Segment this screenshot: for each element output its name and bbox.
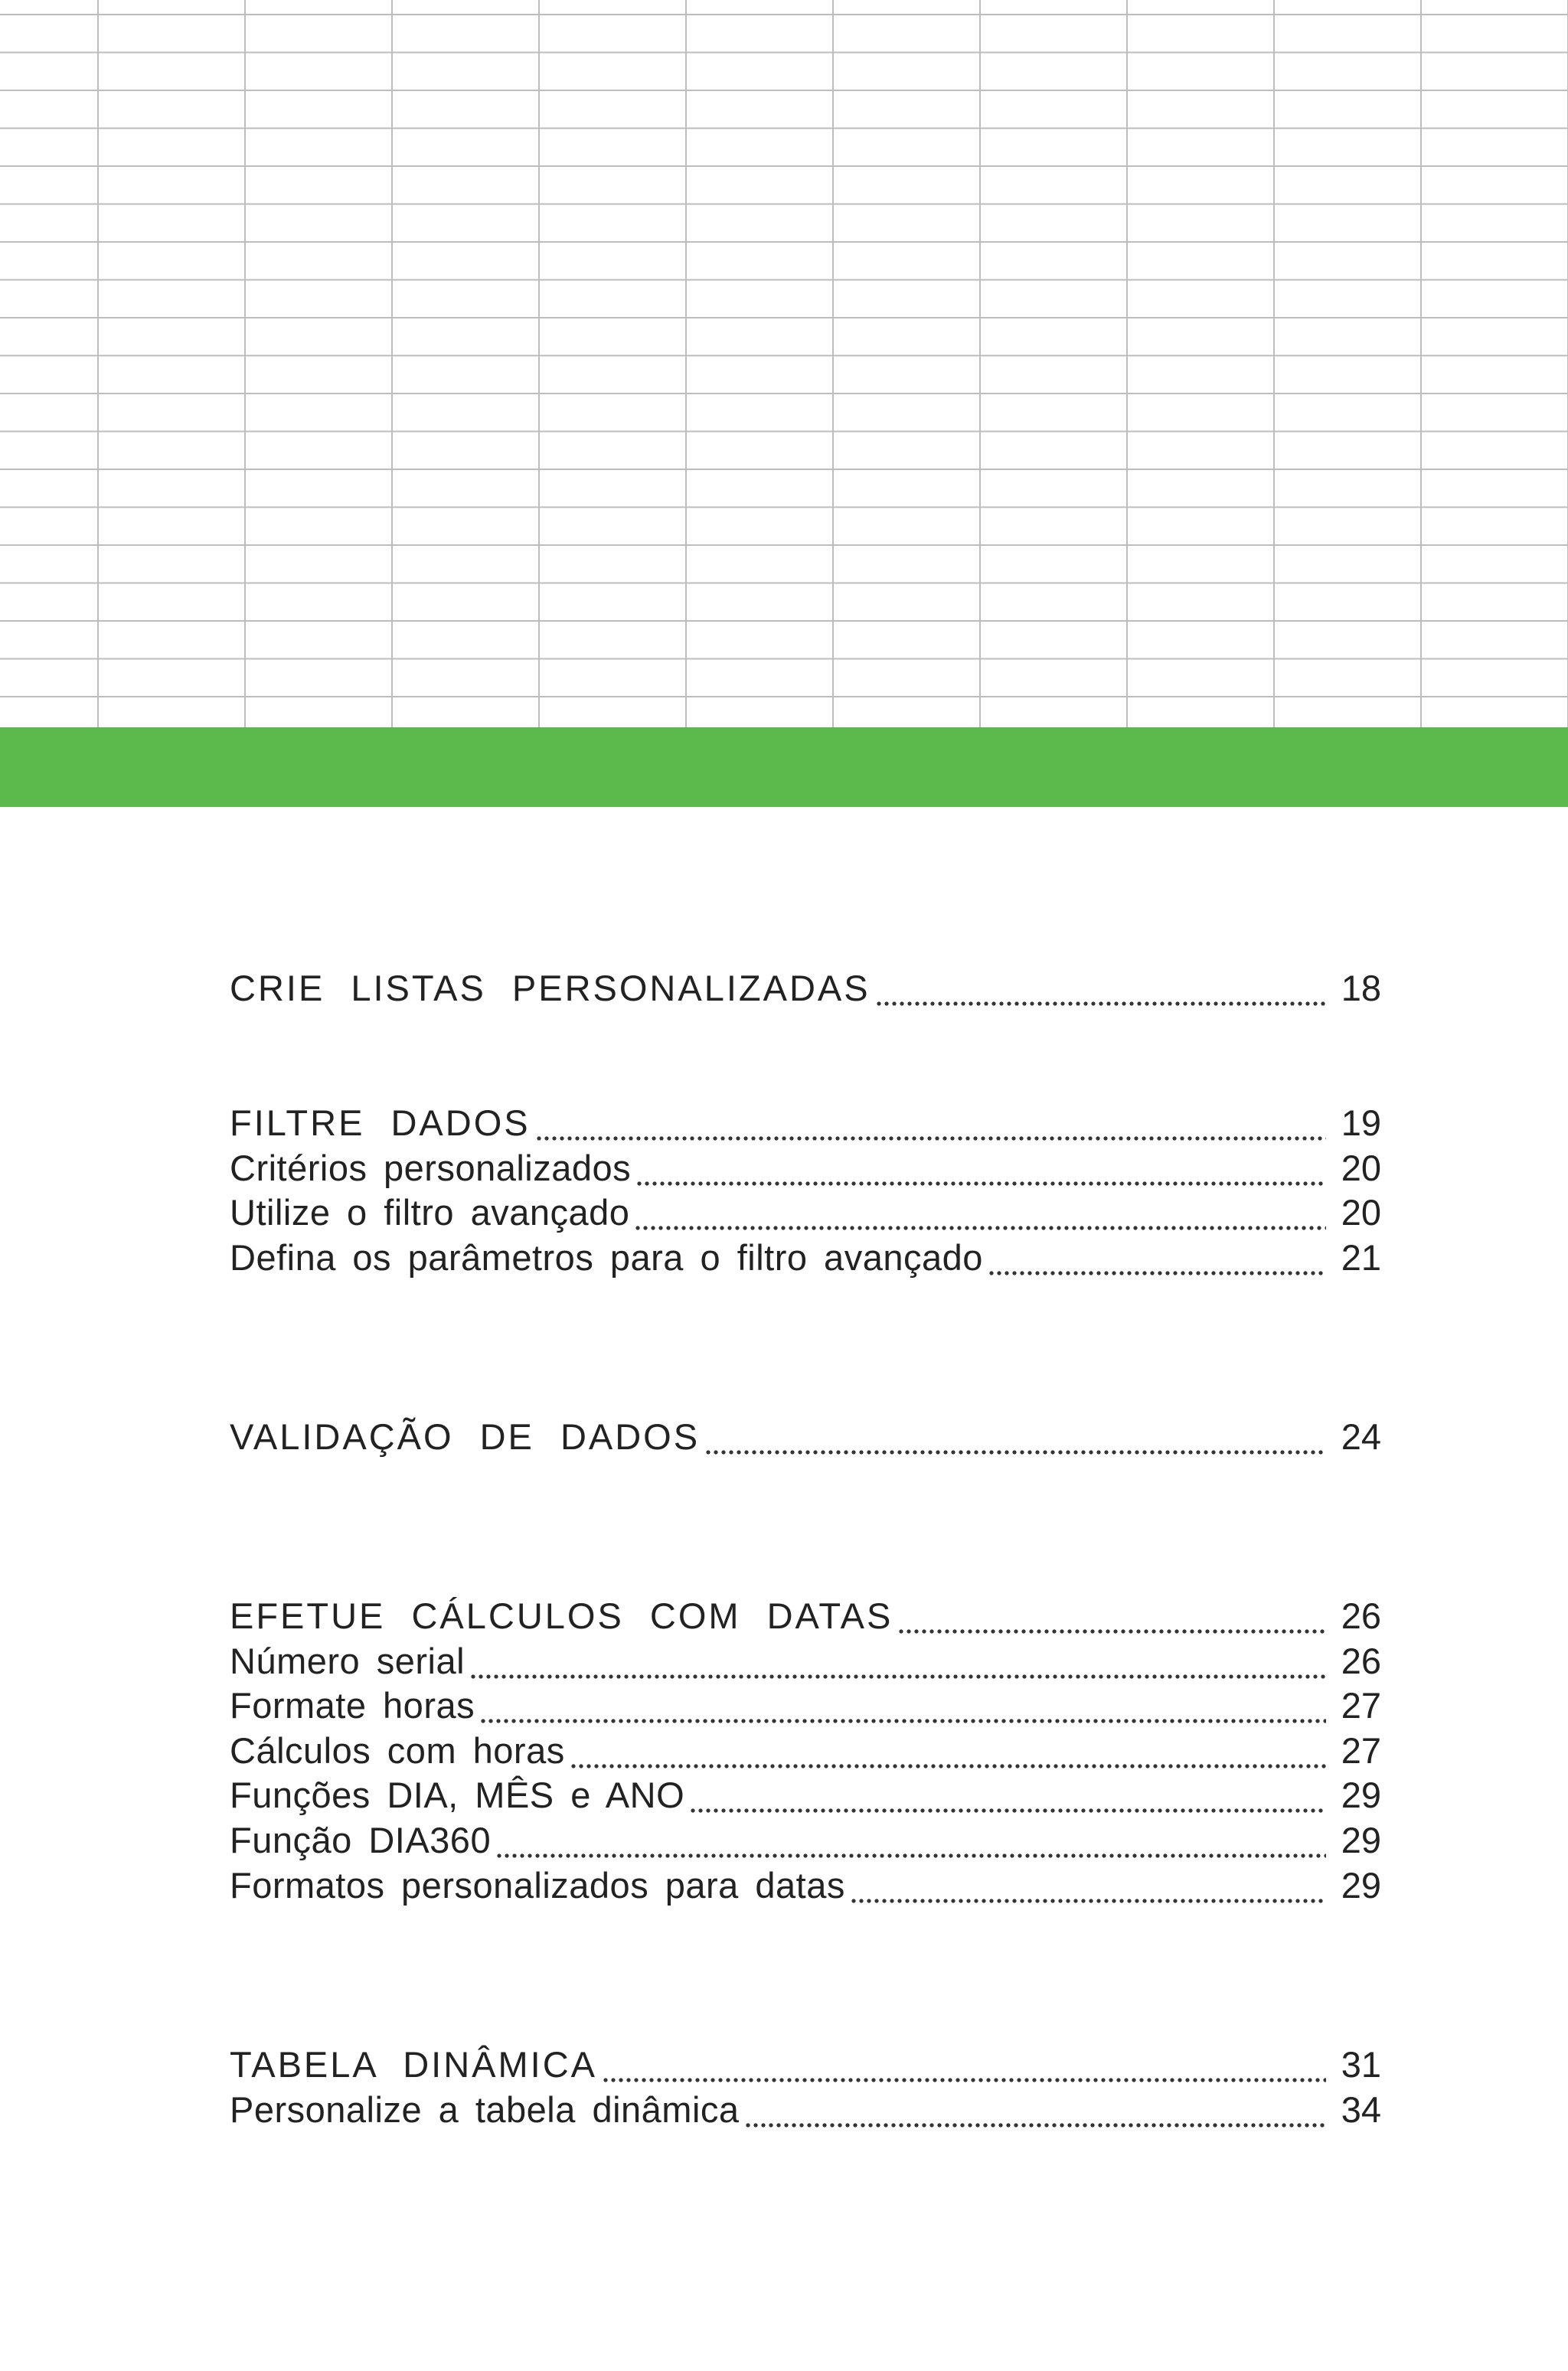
toc-page-number: 26 [1341,1641,1381,1681]
toc-item-parametros-filtro[interactable] [230,1236,1381,1280]
toc-item-title: Defina os parâmetros para o filtro avançado [230,1237,983,1278]
toc-item-calculos-horas[interactable] [230,1729,1381,1773]
dot-leader [988,1236,1326,1280]
toc-page-number: 18 [1341,968,1381,1008]
toc-section-title: EFETUE CÁLCULOS COM DATAS [230,1595,893,1636]
dot-leader [744,2088,1326,2132]
dot-leader [689,1773,1326,1817]
dot-leader [479,1684,1326,1728]
toc-item-formate-horas[interactable] [230,1684,1381,1728]
toc-page-number: 19 [1341,1102,1381,1143]
toc-page-number: 27 [1341,1730,1381,1771]
dot-leader [704,1415,1326,1459]
dot-leader [875,966,1326,1011]
toc-item-title: Função DIA360 [230,1820,492,1860]
toc-page-number: 26 [1341,1595,1381,1636]
dot-leader [570,1729,1326,1773]
toc-section-tabela-dinamica[interactable] [230,2043,1381,2087]
toc-item-title: Formatos personalizados para datas [230,1865,845,1906]
toc-section-title: FILTRE DADOS [230,1102,531,1143]
toc-item-title: Funções DIA, MÊS e ANO [230,1775,685,1815]
toc-section-title: VALIDAÇÃO DE DADOS [230,1416,701,1457]
toc-item-title: Formate horas [230,1685,475,1726]
toc-item-formatos-datas[interactable] [230,1863,1381,1908]
dot-leader [634,1190,1326,1235]
dot-leader [535,1101,1326,1145]
toc-page-number: 34 [1341,2089,1381,2130]
toc-section-calculos-datas[interactable] [230,1594,1381,1638]
dot-leader [495,1818,1326,1863]
toc-item-personalize-tabela[interactable] [230,2088,1381,2132]
toc-item-title: Número serial [230,1641,466,1681]
toc-item-filtro-avancado[interactable] [230,1190,1381,1235]
toc-page-number: 29 [1341,1820,1381,1860]
dot-leader [602,2043,1326,2087]
toc-item-criterios-personalizados[interactable] [230,1146,1381,1190]
toc-page-number: 31 [1341,2044,1381,2085]
dot-leader [469,1639,1326,1684]
toc-section-validacao-dados[interactable] [230,1415,1381,1459]
toc-page-number: 29 [1341,1775,1381,1815]
toc-page-number: 29 [1341,1865,1381,1906]
table-of-contents [230,0,1381,2371]
dot-leader [850,1863,1326,1908]
toc-page-number: 21 [1341,1237,1381,1278]
toc-page-number: 24 [1341,1416,1381,1457]
dot-leader [635,1146,1326,1190]
toc-item-title: Utilize o filtro avançado [230,1192,630,1233]
toc-item-funcoes-dia-mes-ano[interactable] [230,1773,1381,1817]
dot-leader [897,1594,1326,1638]
toc-item-title: Critérios personalizados [230,1148,632,1188]
toc-section-crie-listas[interactable] [230,966,1381,1011]
toc-section-title: CRIE LISTAS PERSONALIZADAS [230,968,871,1008]
toc-section-filtre-dados[interactable] [230,1101,1381,1145]
toc-item-numero-serial[interactable] [230,1639,1381,1684]
toc-page-number: 20 [1341,1148,1381,1188]
toc-page-number: 27 [1341,1685,1381,1726]
toc-item-title: Cálculos com horas [230,1730,565,1771]
toc-section-title: TABELA DINÂMICA [230,2044,598,2085]
toc-item-title: Personalize a tabela dinâmica [230,2089,740,2130]
toc-item-funcao-dia360[interactable] [230,1818,1381,1863]
toc-page-number: 20 [1341,1192,1381,1233]
